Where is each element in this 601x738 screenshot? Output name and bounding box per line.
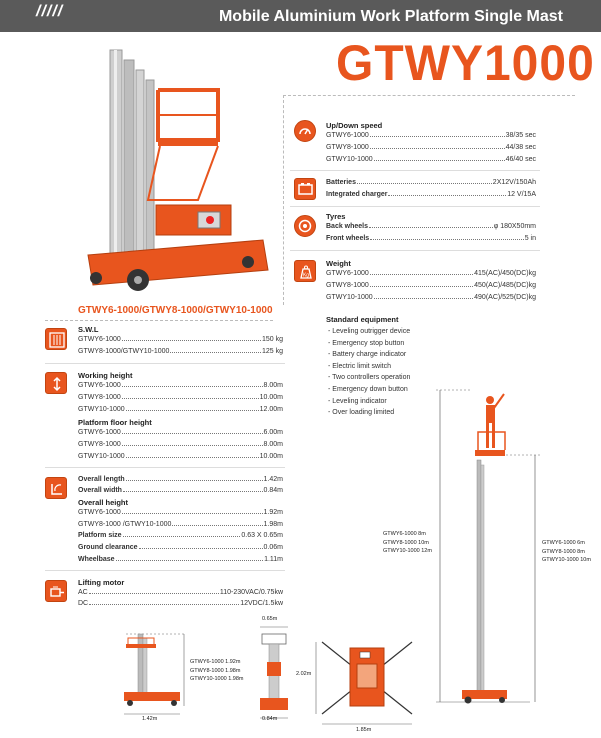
side-height-labels: GTWY6-1000 1.92m GTWY8-1000 1.98m GTWY10-1000 1.98m — [190, 659, 244, 682]
side-view-diagram — [118, 628, 190, 728]
section-divider — [45, 363, 285, 364]
working-row: GTWY6-1000 8.00m — [78, 382, 283, 389]
speed-title: Up/Down speed — [326, 121, 383, 130]
motor-title: Lifting motor — [78, 578, 125, 587]
equipment-item: - Battery charge indicator — [328, 351, 407, 359]
spec-box-left-rule — [283, 95, 284, 305]
battery-icon — [294, 178, 316, 200]
load-chart-icon — [45, 328, 67, 350]
floor-height-title: Platform floor height — [78, 418, 152, 427]
power-row: Batteries 2X12V/150Ah — [326, 179, 536, 186]
tyre-icon — [294, 215, 316, 237]
top-height-label: 2.02m — [296, 671, 312, 677]
front-top-label: 0.65m — [262, 616, 278, 622]
equipment-title: Standard equipment — [326, 315, 399, 324]
overall-length-row: Overall length 1.42m — [78, 476, 283, 483]
tyres-row: Front wheels 5 in — [326, 235, 536, 242]
header-slashes: ///// — [36, 3, 64, 20]
motor-row: DC 12VDC/1.5kw — [78, 600, 283, 607]
working-height-title: Working height — [78, 371, 133, 380]
overall-height-row: GTWY6-1000 1.92m — [78, 509, 283, 516]
swl-row: GTWY6-1000 150 kg — [78, 336, 283, 343]
working-height-diagram — [430, 380, 550, 715]
side-length-label: 1.42m — [142, 716, 158, 722]
page-title: Mobile Aluminium Work Platform Single Mast — [218, 8, 563, 25]
tyres-title: Tyres — [326, 212, 346, 221]
overall-height-row: GTWY8-1000 /GTWY10-1000 1.98m — [78, 521, 283, 528]
weight-icon — [294, 260, 316, 282]
model-variants-title: GTWY6-1000/GTWY8-1000/GTWY10-1000 — [78, 305, 273, 316]
svg-text:Kg: Kg — [302, 272, 310, 279]
motor-row: AC 110-230VAC/0.75kw — [78, 589, 283, 596]
floor-row: GTWY10-1000 10.00m — [78, 453, 283, 460]
weight-row: GTWY6-1000 415(AC)/450(DC)kg — [326, 270, 536, 277]
front-view-diagram — [254, 622, 294, 727]
tyres-row: Back wheels φ 180X50mm — [326, 223, 536, 230]
power-row: Integrated charger 12 V/15A — [326, 191, 536, 198]
equipment-item: - Leveling indicator — [328, 397, 387, 405]
equipment-item: - Emergency stop button — [328, 339, 405, 347]
overall-width-row: Overall width 0.84m — [78, 487, 283, 494]
equipment-item: - Two controllers operation — [328, 374, 411, 382]
section-divider — [290, 170, 540, 171]
section-divider — [290, 250, 540, 251]
speed-row: GTWY8-1000 44/38 sec — [326, 144, 536, 151]
speed-row: GTWY6-1000 38/35 sec — [326, 132, 536, 139]
wheelbase-row: Wheelbase 1.11m — [78, 556, 283, 563]
working-row: GTWY10-1000 12.00m — [78, 406, 283, 413]
section-divider — [290, 206, 540, 207]
section-divider — [45, 467, 285, 468]
model-name: GTWY1000 — [336, 36, 595, 92]
product-photo — [78, 40, 278, 295]
speedometer-icon — [294, 120, 316, 142]
equipment-item: - Electric limit switch — [328, 362, 392, 370]
header-banner — [0, 0, 601, 32]
working-row: GTWY8-1000 10.00m — [78, 394, 283, 401]
subtitle-rule — [45, 320, 273, 321]
floor-height-labels: GTWY6-1000 6m GTWY8-1000 8m GTWY10-1000 10m — [542, 540, 591, 563]
height-arrows-icon — [45, 372, 67, 394]
equipment-item: - Over loading limited — [328, 409, 395, 417]
overall-height-title: Overall height — [78, 498, 129, 507]
equipment-item: - Leveling outrigger device — [328, 328, 411, 335]
motor-icon — [45, 580, 67, 602]
weight-row: GTWY8-1000 450(AC)/485(DC)kg — [326, 282, 536, 289]
top-view-diagram — [312, 634, 422, 730]
floor-row: GTWY8-1000 8.00m — [78, 441, 283, 448]
swl-row: GTWY8-1000/GTWY10-1000 125 kg — [78, 348, 283, 355]
working-height-labels: GTWY6-1000 8m GTWY8-1000 10m GTWY10-1000 12m — [383, 531, 432, 554]
spec-box-top-rule — [283, 95, 575, 96]
platform-size-row: Platform size 0.63 X 0.65m — [78, 532, 283, 539]
dimensions-icon — [45, 477, 67, 499]
front-width-label: 0.84m — [262, 716, 278, 722]
speed-row: GTWY10-1000 46/40 sec — [326, 156, 536, 163]
top-width-label: 1.85m — [356, 727, 372, 733]
section-divider — [45, 570, 285, 571]
equipment-item: - Emergency down button — [328, 386, 408, 393]
swl-title: S.W.L — [78, 325, 99, 334]
weight-title: Weight — [326, 259, 351, 268]
floor-row: GTWY6-1000 6.00m — [78, 429, 283, 436]
weight-row: GTWY10-1000 490(AC)/525(DC)kg — [326, 294, 536, 301]
ground-clearance-row: Ground clearance 0.06m — [78, 544, 283, 551]
